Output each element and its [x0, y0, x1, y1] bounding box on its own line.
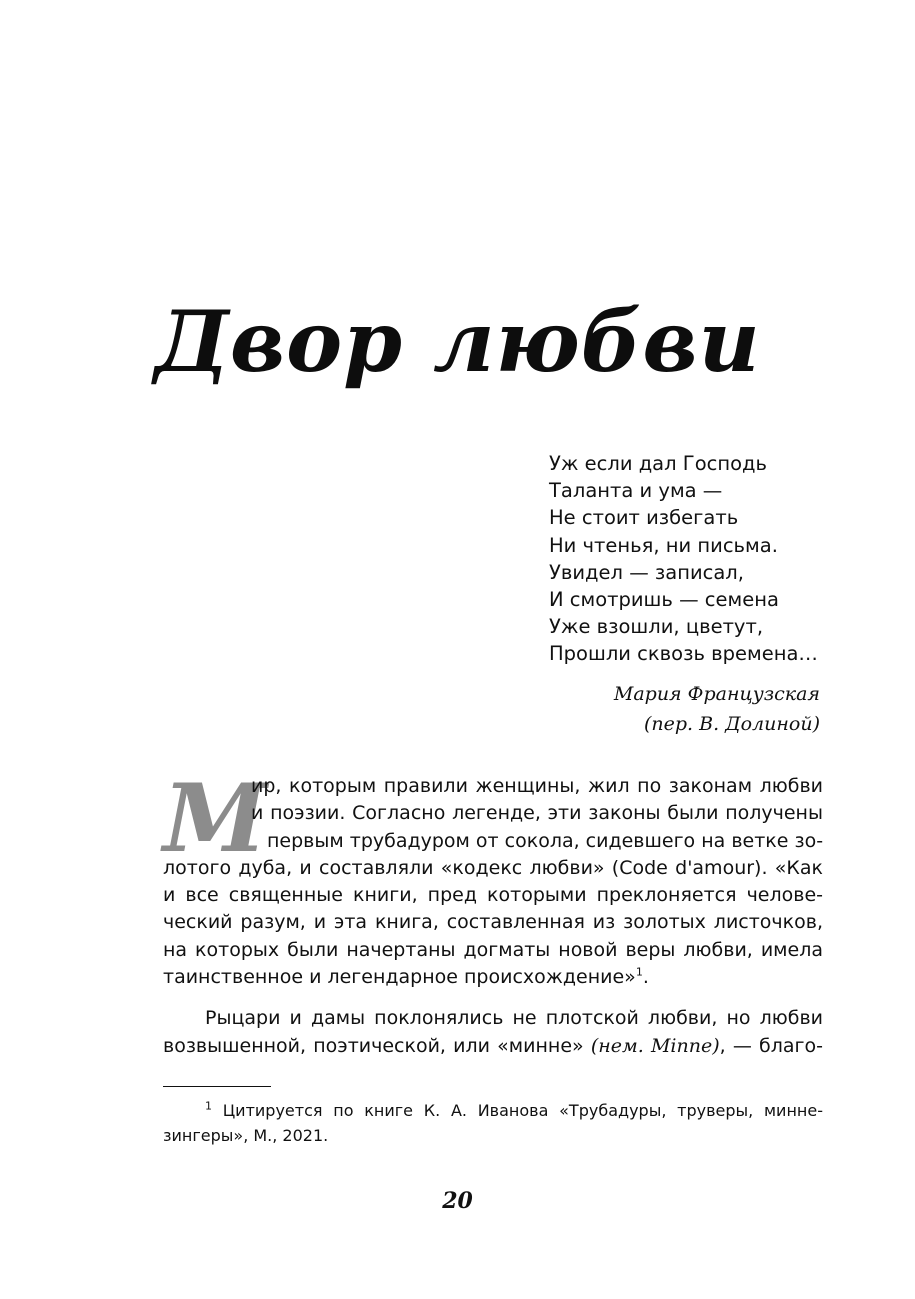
paragraph-line: Рыцари и дамы поклонялись не плотской любви, но любви [205, 1007, 823, 1030]
paragraph-line: и все священные книги, пред которыми преклоняется челове- [163, 884, 823, 907]
paragraph-line [163, 1033, 823, 1060]
epigraph-line: Прошли сквозь времена… [549, 642, 818, 666]
footnote-number: 1 [205, 1099, 212, 1113]
paragraph-line: лотого дуба, и составляли «кодекс любви» (Code d'amour). «Как [163, 856, 823, 879]
footnote-line: зингеры», М., 2021. [163, 1126, 329, 1145]
paragraph-line: на которых были начертаны догматы новой веры любви, имела [163, 938, 823, 961]
epigraph-line: Уже взошли, цветут, [549, 615, 764, 639]
footnote [163, 1098, 823, 1148]
paragraph-line: и поэзии. Согласно легенде, эти законы были получены [251, 802, 823, 825]
epigraph-attribution [480, 679, 820, 739]
chapter-title: Двор любви [154, 292, 761, 391]
epigraph-line: Ни чтенья, ни письма. [549, 533, 778, 557]
drop-cap: М [163, 764, 268, 874]
paragraph-gap [163, 991, 823, 1005]
paragraph-text: , — благо- [719, 1034, 824, 1057]
paragraph-line: ческий разум, и эта книга, составленная из золотых листочков, [163, 911, 823, 934]
epigraph-poem [549, 450, 829, 668]
footnote-reference[interactable]: 1 [635, 965, 643, 979]
epigraph-line: Не стоит избегать [549, 506, 739, 530]
paragraph-line-text: таинственное и легендарное происхождение» [163, 966, 636, 989]
epigraph-line: Увидел — записал, [549, 560, 744, 584]
page-number: 20 [442, 1188, 473, 1214]
footnote-text: Цитируется по книге К. А. Иванова «Трубадуры, труверы, минне- [222, 1101, 823, 1120]
footnote-line [163, 1098, 823, 1123]
epigraph-line: Таланта и ума — [549, 479, 723, 503]
footnote-divider [163, 1086, 271, 1087]
paragraph-line-last: таинственное и легендарное происхождение»$^1$. [163, 965, 649, 989]
paragraph-line: ир, которым правили женщины, жил по законам любви [251, 775, 823, 797]
epigraph-translator: (пер. В. Долиной) [643, 713, 820, 735]
epigraph-author: Мария Французская [613, 683, 820, 705]
body-text [163, 764, 824, 1060]
paragraph-text: возвышенной, поэтической, или «минне» [163, 1034, 591, 1057]
epigraph-line: Уж если дал Господь [549, 452, 767, 475]
epigraph-line: И смотришь — семена [549, 588, 779, 612]
foreign-term: (нем. Minne) [590, 1034, 720, 1057]
paragraph-line: первым трубадуром от сокола, сидевшего на ветке зо- [267, 829, 824, 852]
